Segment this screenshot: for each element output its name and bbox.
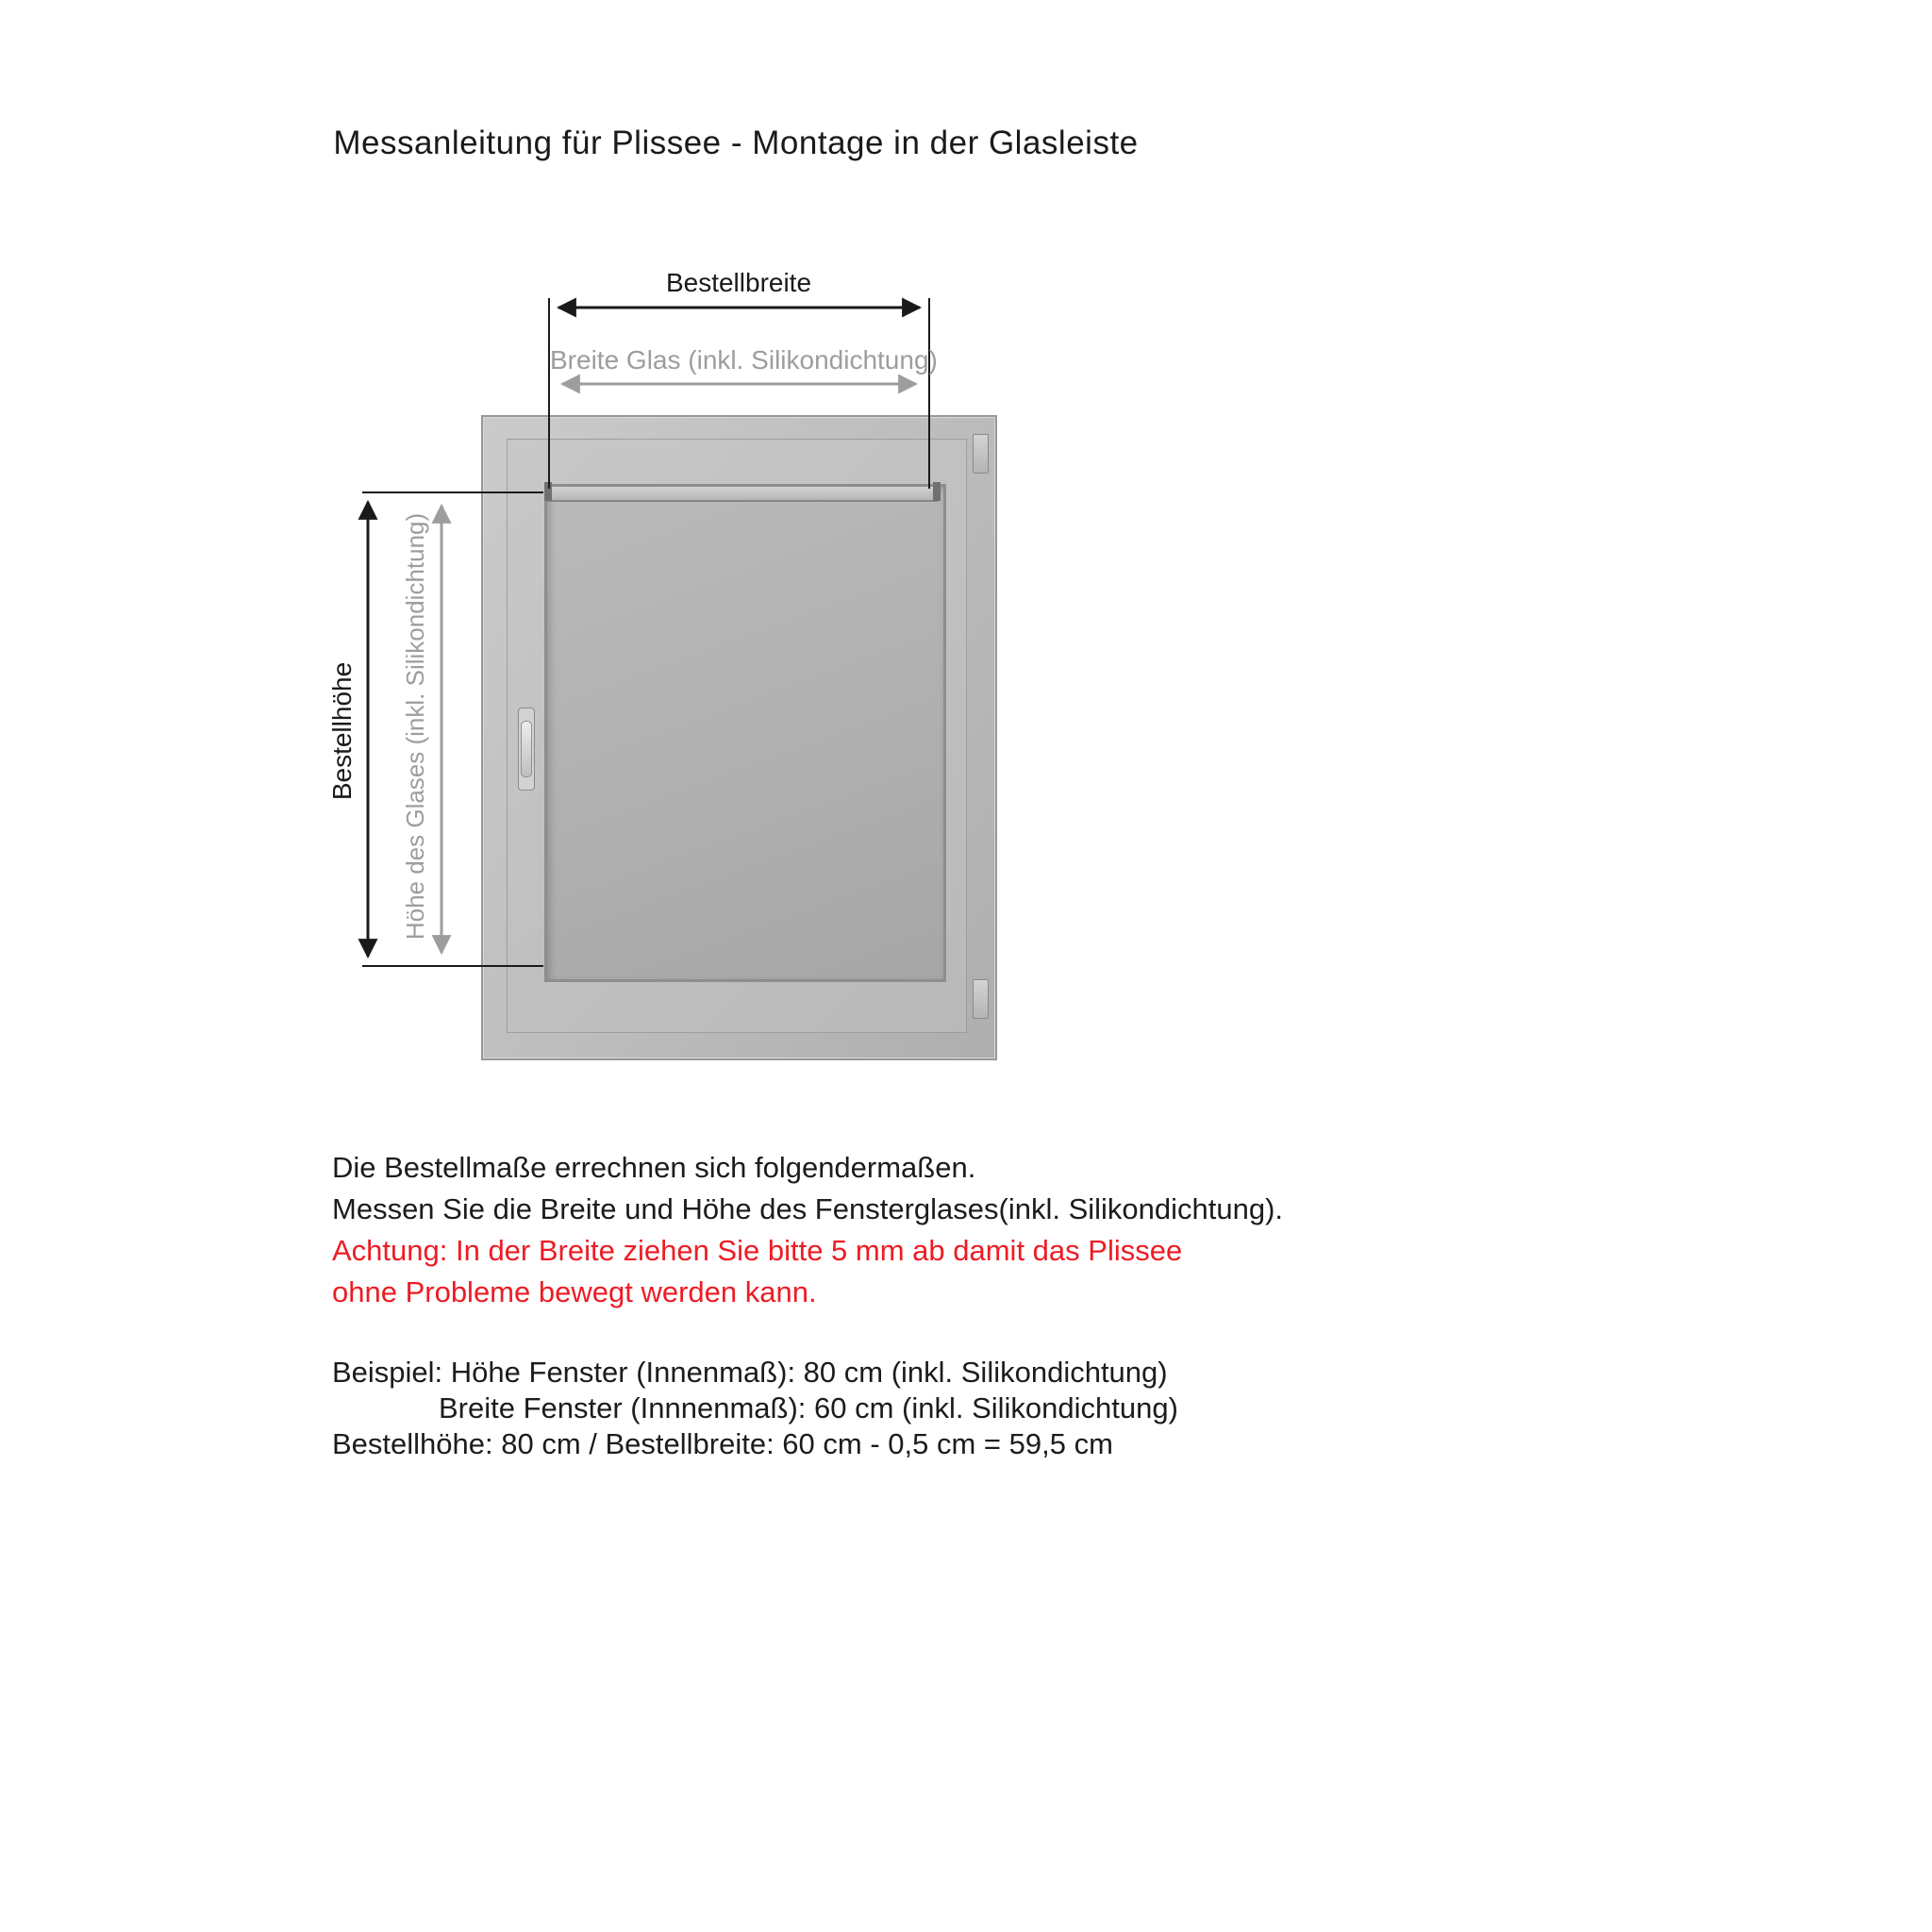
instructions-block bbox=[332, 1147, 1672, 1462]
window-hinge-bottom bbox=[973, 979, 989, 1019]
instruction-line-1: Die Bestellmaße errechnen sich folgendermaßen. bbox=[332, 1151, 976, 1184]
rail-end-cap-left bbox=[544, 482, 552, 501]
window-hinge-top bbox=[973, 434, 989, 474]
order-width-label: Bestellbreite bbox=[665, 268, 812, 297]
window-glass-pane bbox=[544, 484, 946, 982]
instruction-line-2: Messen Sie die Breite und Höhe des Fensterglases(inkl. Silikondichtung). bbox=[332, 1192, 1284, 1225]
example-line-3: Bestellhöhe: 80 cm / Bestellbreite: 60 cm - 0,5 cm = 59,5 cm bbox=[332, 1427, 1113, 1460]
warning-line-2: ohne Probleme bewegt werden kann. bbox=[332, 1275, 817, 1308]
plissee-top-rail bbox=[547, 487, 938, 502]
glass-height-label: Höhe des Glases (inkl. Silikondichtung) bbox=[401, 512, 429, 941]
order-height-label: Bestellhöhe bbox=[327, 661, 357, 801]
page-title: Messanleitung für Plissee - Montage in der Glasleiste bbox=[333, 125, 1139, 161]
warning-line-1: Achtung: In der Breite ziehen Sie bitte 5 mm ab damit das Plissee bbox=[332, 1234, 1183, 1267]
rail-end-cap-right bbox=[933, 482, 941, 501]
example-line-1: Beispiel: Höhe Fenster (Innenmaß): 80 cm (inkl. Silikondichtung) bbox=[332, 1356, 1168, 1389]
glass-width-label: Breite Glas (inkl. Silikondichtung) bbox=[550, 345, 938, 375]
example-line-2: Breite Fenster (Innnenmaß): 60 cm (inkl. Silikondichtung) bbox=[439, 1391, 1178, 1424]
example-block bbox=[332, 1355, 1672, 1462]
window-handle-lever bbox=[521, 721, 532, 777]
